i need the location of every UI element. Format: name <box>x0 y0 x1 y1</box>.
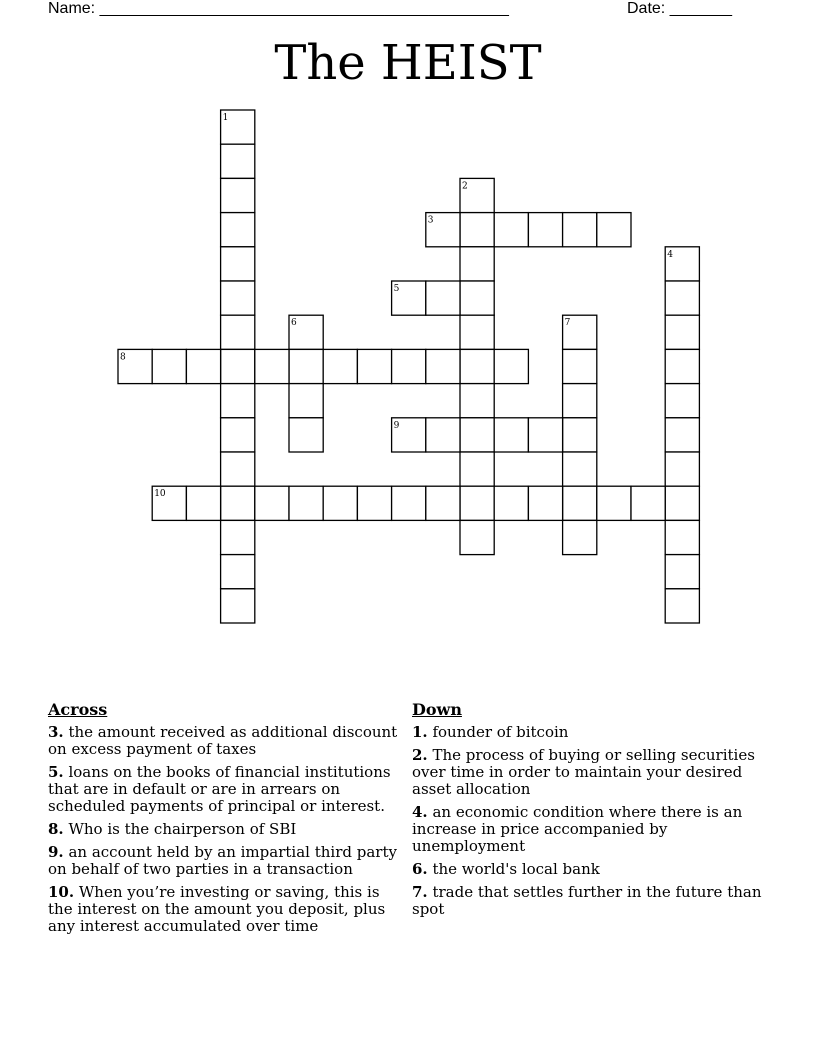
clue-text: trade that settles further in the future than spot <box>412 883 762 918</box>
down-clue <box>412 861 784 878</box>
cell-number: 2 <box>462 181 468 192</box>
across-clues <box>48 700 408 941</box>
grid-cell[interactable] <box>665 384 699 418</box>
clue-text: loans on the books of financial institutions that are in default or are in arrears on scheduled payments of principal or interest. <box>48 763 391 815</box>
grid-cell[interactable] <box>221 144 255 178</box>
cell-number: 5 <box>393 284 400 294</box>
grid-cell[interactable] <box>221 384 255 418</box>
grid-cell[interactable] <box>460 315 494 349</box>
cell-number: 3 <box>427 215 434 226</box>
grid-cell[interactable] <box>563 418 597 452</box>
grid-cell[interactable] <box>563 486 597 520</box>
puzzle-title: The HEIST <box>274 35 542 91</box>
down-clues <box>412 700 784 924</box>
clue-text: the amount received as additional discount on excess payment of taxes <box>48 723 398 758</box>
grid-cell[interactable] <box>460 281 494 315</box>
grid-cell[interactable] <box>289 486 323 520</box>
grid-cell[interactable] <box>426 349 460 383</box>
clue-number: 1. <box>412 723 428 741</box>
grid-cell[interactable] <box>494 349 528 383</box>
grid-cell[interactable] <box>460 213 494 247</box>
grid-cell[interactable] <box>665 555 699 589</box>
grid-cell[interactable] <box>323 349 357 383</box>
clue-number: 9. <box>48 843 64 861</box>
grid-cell[interactable] <box>460 452 494 486</box>
grid-cell[interactable] <box>460 349 494 383</box>
grid-cell[interactable] <box>152 349 186 383</box>
grid-cell[interactable] <box>289 349 323 383</box>
grid-cell[interactable] <box>631 486 665 520</box>
grid-cell[interactable] <box>221 213 255 247</box>
across-clue <box>48 844 408 878</box>
grid-cell[interactable] <box>528 418 562 452</box>
across-clue <box>48 821 408 838</box>
clue-number: 3. <box>48 723 64 741</box>
grid-cell[interactable] <box>323 486 357 520</box>
across-heading: Across <box>48 700 108 719</box>
clue-number: 7. <box>412 883 428 901</box>
grid-cell[interactable] <box>494 486 528 520</box>
clue-text: The process of buying or selling securities over time in order to maintain your desired asset allocation <box>412 746 755 798</box>
grid-cell[interactable] <box>597 213 631 247</box>
grid-cell[interactable] <box>289 384 323 418</box>
grid-cell[interactable] <box>221 418 255 452</box>
grid-cell[interactable] <box>494 418 528 452</box>
grid-cell[interactable] <box>460 418 494 452</box>
grid-cell[interactable] <box>221 520 255 554</box>
down-clue <box>412 804 784 855</box>
down-heading: Down <box>412 700 462 719</box>
clue-number: 8. <box>48 820 64 838</box>
cell-number: 4 <box>667 249 673 260</box>
grid-cell[interactable] <box>460 384 494 418</box>
grid-cell[interactable] <box>665 418 699 452</box>
grid-cell[interactable] <box>221 178 255 212</box>
grid-cell[interactable] <box>289 418 323 452</box>
grid-cell[interactable] <box>221 349 255 383</box>
grid-cell[interactable] <box>186 486 220 520</box>
clue-number: 2. <box>412 746 428 764</box>
grid-cell[interactable] <box>665 315 699 349</box>
grid-cell[interactable] <box>665 486 699 520</box>
grid-cell[interactable] <box>392 349 426 383</box>
down-clue <box>412 884 784 918</box>
clue-number: 5. <box>48 763 64 781</box>
name-field: Name: ______________________________________________ <box>48 0 509 17</box>
cell-number: 9 <box>393 420 400 431</box>
grid-cell[interactable] <box>426 418 460 452</box>
grid-cell[interactable] <box>426 281 460 315</box>
grid-cell[interactable] <box>665 520 699 554</box>
grid-cell[interactable] <box>357 349 391 383</box>
clue-number: 4. <box>412 803 428 821</box>
grid-cell[interactable] <box>426 486 460 520</box>
grid-cell[interactable] <box>186 349 220 383</box>
grid-cell[interactable] <box>563 213 597 247</box>
cell-number: 7 <box>564 318 571 329</box>
grid-cell[interactable] <box>357 486 391 520</box>
grid-cell[interactable] <box>563 520 597 554</box>
grid-cell[interactable] <box>563 349 597 383</box>
clue-text: an economic condition where there is an increase in price accompanied by unemployment <box>412 803 743 855</box>
grid-cell[interactable] <box>221 486 255 520</box>
grid-cell[interactable] <box>221 555 255 589</box>
across-clue <box>48 764 408 815</box>
grid-cell[interactable] <box>665 349 699 383</box>
cell-number: 10 <box>154 489 166 500</box>
grid-cell[interactable] <box>460 247 494 281</box>
grid-cell[interactable] <box>665 589 699 623</box>
grid-cell[interactable] <box>665 452 699 486</box>
grid-cell[interactable] <box>597 486 631 520</box>
grid-cell[interactable] <box>221 247 255 281</box>
down-clue <box>412 724 784 741</box>
clue-text: founder of bitcoin <box>432 723 569 741</box>
cell-number: 1 <box>222 113 229 123</box>
date-field: Date: _______ <box>627 0 732 17</box>
grid-cell[interactable] <box>665 281 699 315</box>
clue-number: 10. <box>48 883 75 901</box>
grid-cell[interactable] <box>221 452 255 486</box>
clue-number: 6. <box>412 860 428 878</box>
grid-cell[interactable] <box>460 520 494 554</box>
grid-cell[interactable] <box>221 589 255 623</box>
grid-cell[interactable] <box>221 315 255 349</box>
grid-cell[interactable] <box>528 486 562 520</box>
cell-number: 6 <box>291 318 297 329</box>
grid-cell[interactable] <box>221 281 255 315</box>
grid-cell[interactable] <box>528 213 562 247</box>
clue-text: an account held by an impartial third party on behalf of two parties in a transaction <box>48 843 397 878</box>
grid-cell[interactable] <box>494 213 528 247</box>
across-clue <box>48 724 408 758</box>
grid-cell[interactable] <box>255 349 289 383</box>
clue-text: Who is the chairperson of SBI <box>68 820 297 838</box>
grid-cell[interactable] <box>392 486 426 520</box>
down-clue <box>412 747 784 798</box>
grid-cell[interactable] <box>255 486 289 520</box>
grid-cell[interactable] <box>460 486 494 520</box>
cell-number: 8 <box>120 352 126 363</box>
across-clue <box>48 884 408 935</box>
grid-cell[interactable] <box>563 384 597 418</box>
clue-text: When you’re investing or saving, this is the interest on the amount you deposit, plus any interest accumulated over time <box>48 883 386 935</box>
grid-cell[interactable] <box>563 452 597 486</box>
clue-text: the world's local bank <box>432 860 600 878</box>
